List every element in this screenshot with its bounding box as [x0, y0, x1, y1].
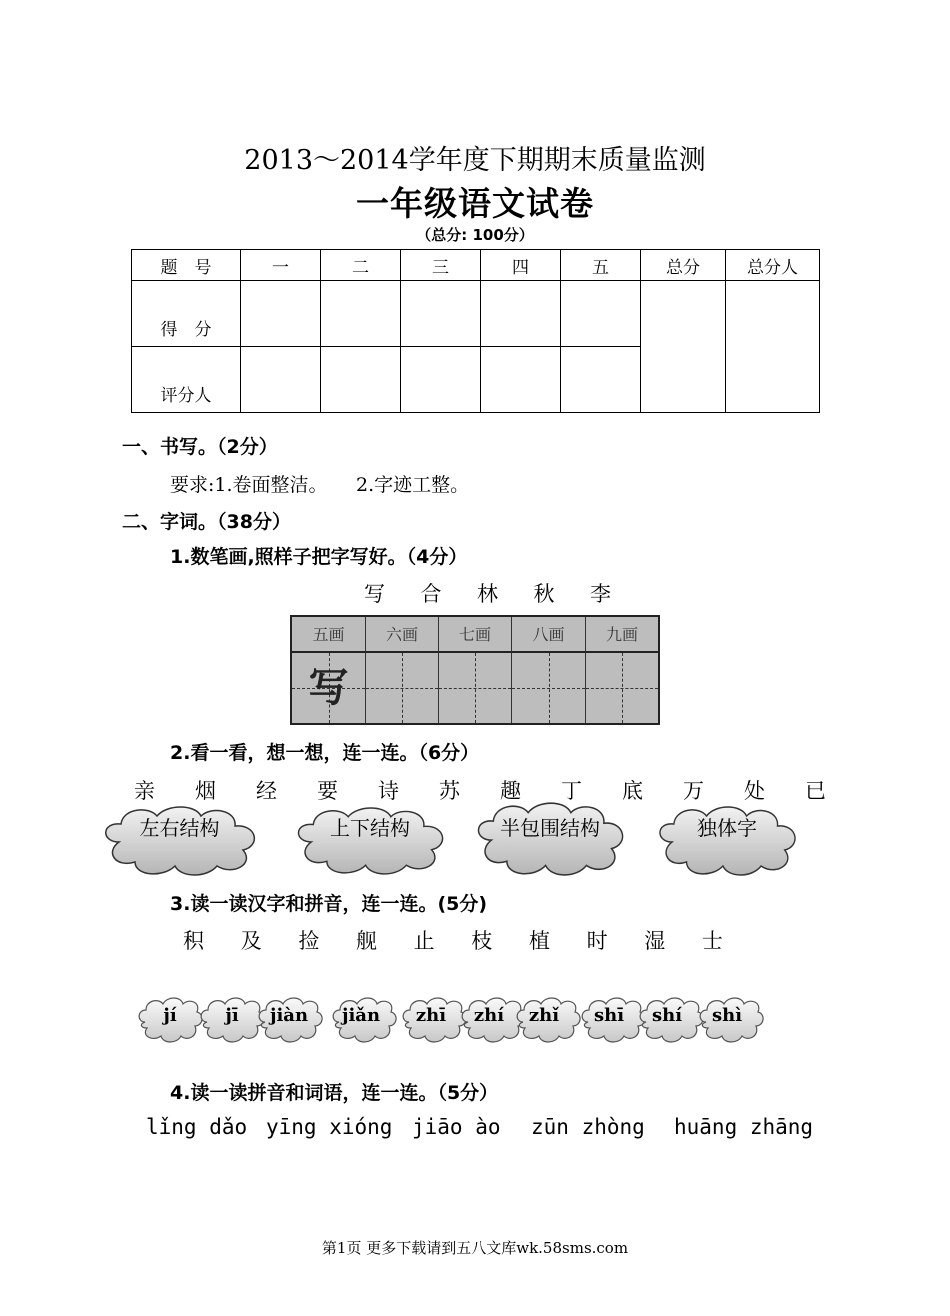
pinyin-label: jiǎn — [341, 1005, 381, 1026]
grid-header: 七画 — [439, 617, 512, 653]
q2-char: 底 — [622, 779, 643, 803]
grid-header: 六画 — [366, 617, 439, 653]
sample-char: 写 — [308, 664, 349, 711]
cloud-label: 上下结构 — [330, 816, 410, 840]
q2-char: 处 — [744, 779, 765, 803]
q3-char: 植 — [528, 929, 550, 953]
q4-pinyin: yīng xióng — [266, 1115, 393, 1139]
score-table-header: 二 — [321, 250, 401, 281]
q2-char: 趣 — [500, 779, 521, 803]
q4-pinyin: jiāo ào — [412, 1115, 501, 1139]
exam-title: 一年级语文试卷 — [356, 184, 594, 223]
score-table-header: 题 号 — [132, 250, 241, 281]
section2-title: 二、字词。（38分） — [122, 511, 291, 533]
q2-char: 丁 — [561, 779, 582, 803]
cloud-label: 独体字 — [697, 816, 757, 840]
page-footer: 第1页 更多下载请到五八文库wk.58sms.com — [321, 1239, 629, 1257]
q2-char: 已 — [805, 779, 826, 803]
pinyin-label: zhī — [415, 1005, 447, 1026]
q3-char: 及 — [240, 929, 262, 953]
q3-char: 止 — [413, 929, 435, 953]
q2-char: 烟 — [195, 779, 216, 803]
pinyin-label: jī — [225, 1005, 239, 1026]
q3-char: 舰 — [355, 929, 377, 953]
q1-title: 1.数笔画,照样子把字写好。（4分） — [170, 546, 468, 568]
grader-row-label: 评分人 — [132, 347, 241, 413]
q2-char: 诗 — [378, 779, 399, 803]
pinyin-label: zhǐ — [528, 1005, 560, 1026]
section1-requirement: 要求:1.卷面整洁。 2.字迹工整。 — [170, 474, 470, 496]
total-score-note: （总分: 100分） — [416, 226, 534, 244]
score-table-header: 四 — [481, 250, 561, 281]
section1-title: 一、书写。（2分） — [122, 436, 278, 458]
q4-pinyin: zūn zhòng — [531, 1115, 645, 1139]
q4-title: 4.读一读拼音和词语，连一连。（5分） — [170, 1082, 499, 1104]
exam-header-line: 2013～2014学年度下期期末质量监测 — [244, 145, 706, 176]
pinyin-label: jí — [163, 1005, 177, 1026]
cloud-label: 半包围结构 — [500, 816, 600, 840]
score-table-header: 三 — [401, 250, 481, 281]
q2-char: 亲 — [134, 779, 155, 803]
q1-char: 合 — [420, 582, 442, 606]
score-table-header: 总分 — [641, 250, 726, 281]
q3-char: 积 — [183, 929, 204, 953]
q3-char: 时 — [586, 929, 608, 953]
grid-header: 五画 — [292, 617, 366, 653]
q1-char: 李 — [590, 582, 611, 606]
q2-char: 苏 — [439, 779, 460, 803]
cloud-label: 左右结构 — [139, 816, 220, 840]
q4-pinyin: huāng zhāng — [674, 1115, 814, 1139]
q2-char: 经 — [256, 779, 277, 803]
score-table-header: 总分人 — [726, 250, 820, 281]
q2-char: 万 — [683, 779, 704, 803]
pinyin-label: shí — [651, 1005, 683, 1026]
q3-char: 湿 — [644, 929, 666, 953]
q3-char: 捡 — [298, 929, 320, 953]
pinyin-label: shì — [711, 1005, 743, 1026]
q1-char: 写 — [364, 582, 385, 606]
q2-title: 2.看一看，想一想，连一连。（6分） — [170, 742, 480, 764]
q1-char: 林 — [477, 582, 498, 606]
pinyin-label: shī — [593, 1005, 625, 1026]
score-table-header: 五 — [561, 250, 641, 281]
score-table-header: 一 — [241, 250, 321, 281]
pinyin-label: jiàn — [269, 1005, 309, 1026]
grid-header: 八画 — [512, 617, 586, 653]
q3-char: 枝 — [471, 929, 493, 953]
score-row-label: 得 分 — [132, 281, 241, 347]
q2-char: 要 — [317, 779, 338, 803]
q3-char: 士 — [701, 929, 723, 953]
q1-char: 秋 — [533, 582, 555, 606]
q3-title: 3.读一读汉字和拼音，连一连。(5分) — [170, 893, 488, 915]
pinyin-label: zhí — [473, 1005, 505, 1026]
grid-header: 九画 — [586, 617, 658, 653]
q4-pinyin: lǐng dǎo — [146, 1115, 248, 1139]
